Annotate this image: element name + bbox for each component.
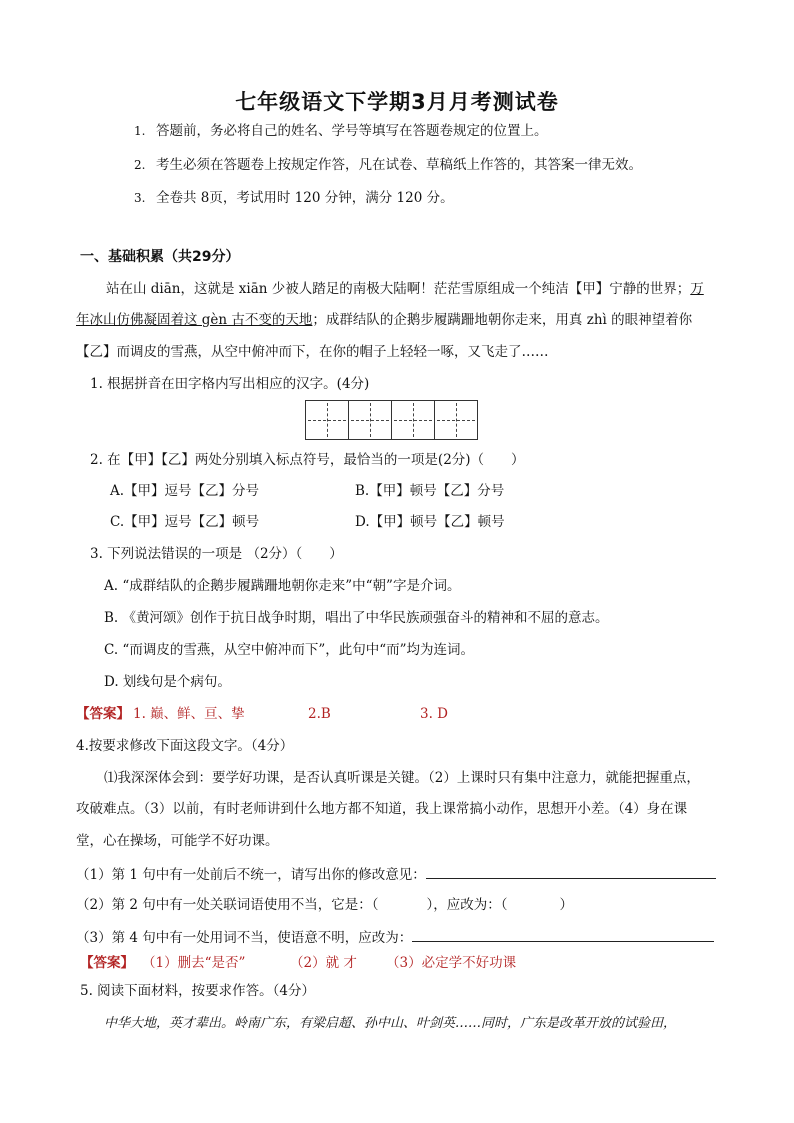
answer-blank[interactable] [426, 864, 716, 879]
passage-line-2 [76, 310, 692, 330]
answer-3: （3）必定学不好功课 [386, 955, 517, 971]
answer-tag: 【答案】 [80, 955, 134, 971]
option-c: C. “而调皮的雪燕，从空中俯冲而下”，此句中“而”均为连词。 [104, 642, 475, 658]
option-d: D.【甲】顿号【乙】顿号 [355, 514, 505, 530]
q4-paragraph-line: 攻破难点。（3）以前，有时老师讲到什么地方都不知道，我上课常搞小动作，思想开小差。（4）身在课 [76, 801, 688, 817]
instruction-text: 考生必须在答题卷上按规定作答，凡在试卷、草稿纸上作答的，其答案一律无效。 [156, 157, 642, 173]
answer-1: （1）删去“是否” [142, 955, 246, 971]
option-d: D. 划线句是个病句。 [104, 674, 231, 690]
page-title: 七年级语文下学期3月月考测试卷 [235, 90, 559, 114]
question-1: 1. 根据拼音在田字格内写出相应的汉字。(4分) [90, 376, 370, 392]
passage-line-3: 【乙】而调皮的雪燕，从空中俯冲而下，在你的帽子上轻轻一啄，又飞走了…… [76, 344, 549, 360]
tianzige-cell[interactable] [434, 400, 478, 440]
answer-tag: 【答案】 [76, 706, 130, 722]
answer-2: （2）就 才 [290, 955, 357, 971]
option-b: B.【甲】顿号【乙】分号 [355, 483, 505, 499]
section-heading: 一、基础积累（共29分） [80, 249, 240, 265]
answer-3: 3. D [420, 706, 448, 722]
instruction-text: 答题前，务必将自己的姓名、学号等填写在答题卷规定的位置上。 [156, 123, 548, 139]
passage-text: 站在山 diān，这就是 xiān 少被人踏足的南极大陆啊！茫茫雪原组成一个纯洁【甲】宁静的世界； [106, 281, 691, 297]
tianzige-grid[interactable] [306, 400, 478, 440]
instruction-text: 全卷共 8页，考试用时 120 分钟，满分 120 分。 [156, 190, 454, 206]
answer-blank[interactable] [412, 927, 714, 942]
answer-2: 2.B [308, 706, 331, 722]
question-5: 5. 阅读下面材料，按要求作答。（4分） [80, 983, 316, 999]
underlined-sentence: 年冰山仿佛凝固着这 gèn 古不变的天地 [76, 312, 313, 328]
q4-sub-3 [76, 927, 714, 948]
q4-sub-1-text: （1）第 1 句中有一处前后不统一，请写出你的修改意见： [76, 867, 426, 883]
option-c: C.【甲】逗号【乙】顿号 [110, 514, 260, 530]
question-3: 3. 下列说法错误的一项是 （2分）（ ） [90, 546, 343, 562]
q4-sub-3-text: （3）第 4 句中有一处用词不当，使语意不明，应改为： [76, 930, 413, 946]
q4-sub-2 [76, 895, 573, 915]
instruction-number: 3. [134, 191, 146, 205]
q4-paragraph-line: ⑴我深深体会到：要学好功课，是否认真听课是关键。（2）上课时只有集中注意力，就能把握重点， [104, 770, 700, 786]
q4-sub-1 [76, 864, 716, 885]
q4-sub-2-text: （2）第 2 句中有一处关联词语使用不当，它是：（ [76, 897, 379, 913]
option-b: B. 《黄河颂》创作于抗日战争时期，唱出了中华民族顽强奋斗的精神和不屈的意志。 [104, 610, 609, 626]
question-4: 4.按要求修改下面这段文字。（4分） [76, 738, 294, 754]
option-a: A. “成群结队的企鹅步履蹒跚地朝你走来”中“朝”字是介词。 [104, 578, 461, 594]
question-2: 2. 在【甲】【乙】两处分别填入标点符号，最恰当的一项是(2分)（ ） [90, 452, 525, 468]
answer-1: 1. 巅、鲜、亘、挚 [133, 706, 245, 722]
q5-material: 中华大地，英才辈出。岭南广东，有梁启超、孙中山、叶剑英……同时，广东是改革开放的试验田， [104, 1016, 677, 1031]
instruction-number: 1. [134, 124, 146, 138]
tianzige-cell[interactable] [305, 400, 349, 440]
passage-text: ；成群结队的企鹅步履蹒跚地朝你走来，用真 zhì 的眼神望着你 [312, 312, 693, 328]
q4-paragraph-line: 堂，心在操场，可能学不好功课。 [76, 833, 279, 849]
q4-sub-2-text: ），应改为：（ [426, 897, 508, 913]
tianzige-cell[interactable] [391, 400, 435, 440]
tianzige-cell[interactable] [348, 400, 392, 440]
q4-sub-2-text: ） [559, 897, 574, 913]
underlined-sentence: 万 [690, 281, 704, 297]
passage-line-1 [106, 279, 704, 299]
instruction-number: 2. [134, 158, 146, 172]
option-a: A.【甲】逗号【乙】分号 [110, 483, 260, 499]
